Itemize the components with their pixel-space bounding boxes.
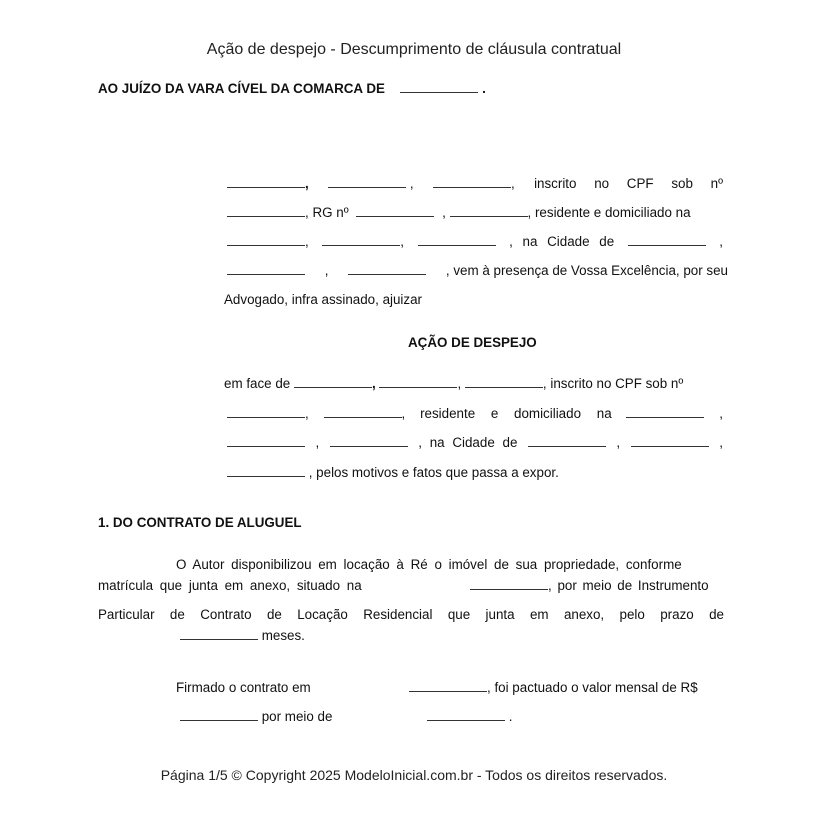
defendant-district-blank[interactable] bbox=[330, 437, 408, 447]
reasons-text: , pelos motivos e fatos que passa a expor. bbox=[308, 465, 559, 480]
plaintiff-district-blank[interactable] bbox=[418, 236, 496, 246]
paragraph-text: matrícula que junta em anexo, situado na bbox=[98, 578, 362, 593]
plaintiff-email-blank[interactable] bbox=[450, 207, 528, 217]
defendant-line-3 bbox=[227, 435, 723, 450]
payment-method-blank[interactable] bbox=[427, 711, 505, 721]
comma: , bbox=[401, 406, 406, 421]
property-address-blank[interactable] bbox=[470, 580, 548, 590]
plaintiff-status-blank[interactable] bbox=[433, 178, 511, 188]
defendant-city-blank[interactable] bbox=[528, 437, 606, 447]
defendant-email-blank[interactable] bbox=[324, 408, 402, 418]
plaintiff-state-blank[interactable] bbox=[227, 265, 305, 275]
paragraph-text: por meio de bbox=[261, 709, 333, 724]
defendant-zip-blank[interactable] bbox=[227, 467, 305, 477]
plaintiff-cpf-blank[interactable] bbox=[227, 207, 305, 217]
section-1-p1-line-3: Particular de Contrato de Locação Residencial que junta em anexo, pelo prazo de bbox=[98, 607, 724, 622]
court-header-text: AO JUÍZO DA VARA CÍVEL DA COMARCA DE bbox=[98, 81, 385, 96]
court-header bbox=[98, 81, 486, 96]
plaintiff-street-blank[interactable] bbox=[227, 236, 305, 246]
defendant-state-blank[interactable] bbox=[631, 437, 709, 447]
residence-label: residente e domiciliado na bbox=[420, 406, 612, 421]
defendant-status-blank[interactable] bbox=[465, 378, 543, 388]
comarca-blank[interactable] bbox=[400, 83, 478, 93]
residence-label: , residente e domiciliado na bbox=[527, 205, 691, 220]
rent-value-blank[interactable] bbox=[180, 711, 258, 721]
section-1-heading: 1. DO CONTRATO DE ALUGUEL bbox=[98, 515, 302, 530]
section-1-p1-line-1 bbox=[176, 557, 728, 572]
presence-text: , vem à presença de Vossa Excelência, por seu bbox=[445, 263, 728, 278]
comma: , bbox=[616, 435, 621, 450]
plaintiff-name-blank[interactable] bbox=[227, 178, 305, 188]
plaintiff-cpf-label: inscrito no CPF sob nº bbox=[534, 176, 723, 191]
defendant-name-blank[interactable] bbox=[294, 378, 372, 388]
action-title: AÇÃO DE DESPEJO bbox=[408, 335, 537, 350]
section-1-p2-line-2b bbox=[427, 709, 512, 724]
plaintiff-zip-blank[interactable] bbox=[348, 265, 426, 275]
plaintiff-number-blank[interactable] bbox=[322, 236, 400, 246]
lease-term-blank[interactable] bbox=[180, 630, 258, 640]
plaintiff-rg-blank[interactable] bbox=[356, 207, 434, 217]
city-label: , na Cidade de bbox=[509, 234, 615, 249]
section-1-p1-line-2 bbox=[98, 578, 362, 593]
contract-date-blank[interactable] bbox=[409, 682, 487, 692]
comma: , bbox=[442, 205, 446, 220]
city-label: , na Cidade de bbox=[418, 435, 518, 450]
comma: , bbox=[719, 435, 723, 450]
paragraph-text: meses. bbox=[261, 628, 305, 643]
comma: , bbox=[305, 406, 309, 421]
cpf-label: , inscrito no CPF sob nº bbox=[542, 376, 684, 391]
paragraph-text: , foi pactuado o valor mensal de R$ bbox=[487, 680, 698, 695]
defendant-line-1 bbox=[224, 376, 683, 391]
page-footer: Página 1/5 © Copyright 2025 ModeloInicial.com.br - Todos os direitos reservados. bbox=[160, 767, 668, 783]
plaintiff-line-4 bbox=[227, 263, 728, 278]
comma: , bbox=[719, 406, 723, 421]
comma: , bbox=[719, 234, 723, 249]
period: . bbox=[508, 709, 513, 724]
defendant-street-blank[interactable] bbox=[626, 408, 704, 418]
defendant-number-blank[interactable] bbox=[227, 437, 305, 447]
defendant-nationality-blank[interactable] bbox=[379, 378, 457, 388]
comma: , bbox=[510, 176, 515, 191]
section-1-p1-line-2b bbox=[470, 578, 709, 593]
paragraph-text: , por meio de Instrumento bbox=[548, 578, 709, 593]
rg-label: , RG nº bbox=[305, 205, 349, 220]
defendant-cpf-blank[interactable] bbox=[227, 408, 305, 418]
defendant-line-4 bbox=[227, 465, 559, 480]
comma: , bbox=[315, 435, 320, 450]
comma: , bbox=[305, 234, 309, 249]
section-1-p2-line-1a: Firmado o contrato em bbox=[176, 680, 311, 695]
comma: , bbox=[400, 234, 404, 249]
plaintiff-line-5: Advogado, infra assinado, ajuizar bbox=[224, 292, 423, 307]
comma: , bbox=[457, 376, 462, 391]
plaintiff-nationality-blank[interactable] bbox=[328, 178, 406, 188]
comma: , bbox=[409, 176, 414, 191]
section-1-p2-line-2a bbox=[180, 709, 332, 724]
plaintiff-line-1 bbox=[227, 176, 723, 191]
section-1-p2-line-1b bbox=[409, 680, 698, 695]
in-face-of-label: em face de bbox=[224, 376, 291, 391]
document-title: Ação de despejo - Descumprimento de cláusula contratual bbox=[206, 41, 622, 58]
plaintiff-line-2 bbox=[227, 205, 691, 220]
plaintiff-city-blank[interactable] bbox=[628, 236, 706, 246]
comma: , bbox=[371, 376, 376, 391]
defendant-line-2 bbox=[227, 406, 723, 421]
court-header-period: . bbox=[482, 81, 486, 96]
paragraph-text: O Autor disponibilizou em locação à Ré o imóvel de sua propriedade, conforme bbox=[176, 557, 682, 572]
section-1-p1-line-4 bbox=[180, 628, 305, 643]
comma: , bbox=[324, 263, 329, 278]
plaintiff-line-3 bbox=[227, 234, 723, 249]
comma: , bbox=[305, 176, 309, 191]
